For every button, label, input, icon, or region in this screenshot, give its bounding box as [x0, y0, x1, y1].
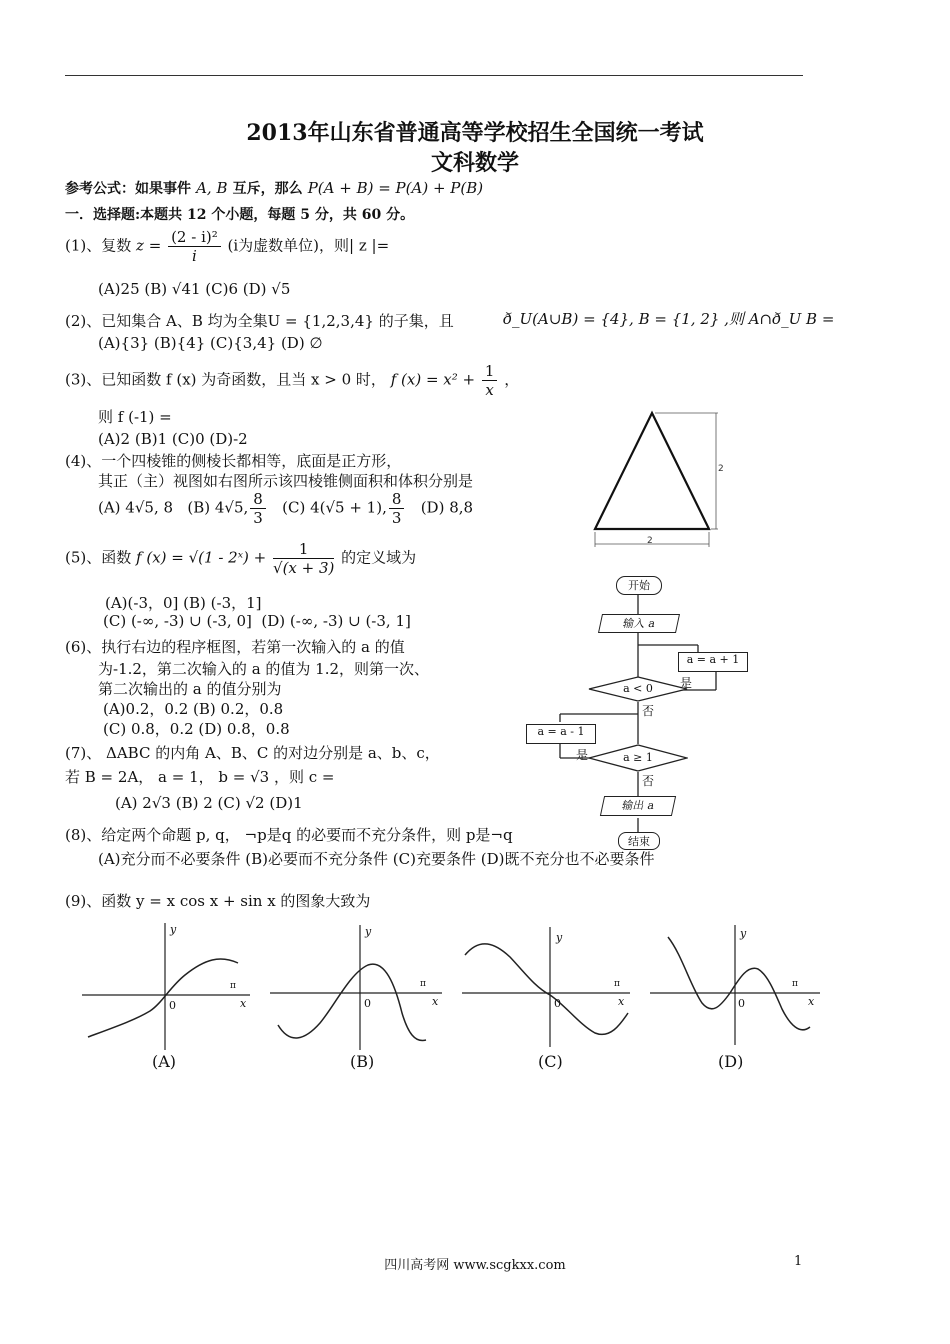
flow-end: 结束	[618, 832, 660, 850]
svg-text:y: y	[740, 927, 747, 940]
svg-text:0: 0	[169, 999, 176, 1012]
q3-options: (A)2 (B)1 (C)0 (D)-2	[98, 430, 248, 448]
q3-fraction: $\frac{1}{x}$	[482, 362, 498, 399]
question-2: (2)、已知集合 A、B 均为全集U = {1,2,3,4} 的子集，且	[65, 312, 454, 330]
svg-text:y: y	[170, 923, 177, 936]
svg-text:π: π	[420, 979, 426, 989]
flow-cond1-no: 否	[642, 704, 655, 718]
q8-options: (A)充分而不必要条件 (B)必要而不充分条件 (C)充要条件 (D)既不充分也不必要条件	[98, 850, 655, 868]
svg-text:π: π	[614, 979, 620, 989]
graph-a	[82, 923, 250, 1071]
pyramid-front-view	[585, 405, 725, 555]
svg-text:y: y	[556, 931, 563, 944]
question-7-line1: (7)、 ΔABC 的内角 A、B、C 的对边分别是 a、b、c，	[65, 744, 440, 762]
page-number: 1	[794, 1254, 803, 1269]
q3-ask: 则 f (-1) =	[98, 408, 172, 426]
header-rule	[65, 75, 803, 76]
triangle-outline	[595, 413, 709, 529]
question-4-line2: 其正（主）视图如右图所示该四棱锥侧面积和体积分别是	[98, 472, 474, 490]
q6-options-ab: (A)0.2，0.2 (B) 0.2，0.8	[103, 700, 284, 718]
graph-d	[650, 925, 820, 1071]
question-5: (5)、函数 f (x) = √(1 - 2ˣ) + $\frac{1}{√(x + 3)}$ 的定义域为	[65, 540, 417, 577]
question-7-line2: 若 B = 2A， a = 1， b = √3 ，则 c =	[65, 768, 335, 786]
q5-options-cd: (C) (-∞, -3) ∪ (-3, 0] (D) (-∞, -3) ∪ (-3, 1]	[103, 612, 411, 630]
graph-c	[462, 927, 630, 1071]
question-8: (8)、给定两个命题 p, q， ¬p是q 的必要而不充分条件，则 p是¬q	[65, 826, 513, 844]
flow-cond1-yes: 是	[680, 676, 693, 690]
flow-sub: a = a - 1	[526, 724, 596, 744]
svg-text:0: 0	[554, 997, 561, 1010]
reference-formula: 参考公式：如果事件 A, B 互斥，那么 P(A + B) = P(A) + P(B)	[65, 179, 484, 197]
svg-text:π: π	[792, 979, 798, 989]
page-title: 2013年山东省普通高等学校招生全国统一考试	[246, 120, 704, 146]
flow-cond2: a ≥ 1	[616, 746, 660, 770]
question-3: (3)、已知函数 f (x) 为奇函数，且当 x > 0 时， f (x) = x² + $\frac{1}{x}$ ，	[65, 362, 520, 399]
svg-text:x: x	[240, 997, 247, 1010]
height-label: 2	[718, 464, 724, 474]
question-6-line1: (6)、执行右边的程序框图，若第一次输入的 a 的值	[65, 638, 405, 656]
svg-text:0: 0	[364, 997, 371, 1010]
base-label: 2	[647, 536, 653, 546]
q1-fraction: $\frac{\text{(2 - i)²}}{i}$	[168, 228, 221, 265]
svg-text:x: x	[432, 995, 439, 1008]
flow-cond2-no: 否	[642, 774, 655, 788]
flow-input: 输入 a	[598, 614, 680, 633]
question-1: (1)、复数 z = $\frac{\text{(2 - i)²}}{i}$ (i为虚数单位)，则| z |=	[65, 228, 390, 265]
graph-b	[270, 925, 442, 1071]
flow-add: a = a + 1	[678, 652, 748, 672]
svg-text:y: y	[365, 925, 372, 938]
q2-options: (A){3} (B){4} (C){3,4} (D) ∅	[98, 334, 323, 352]
flow-cond1: a < 0	[616, 678, 660, 700]
section-heading: 一．选择题:本题共 12 个小题，每题 5 分，共 60 分。	[65, 207, 415, 223]
flow-cond2-yes: 是	[576, 748, 589, 762]
q7-options: (A) 2√3 (B) 2 (C) √2 (D)1	[115, 794, 303, 812]
svg-text:π: π	[230, 981, 236, 991]
svg-text:x: x	[618, 995, 625, 1008]
svg-text:(C): (C)	[538, 1052, 563, 1071]
q5-fraction: $\frac{1}{√(x + 3)}$	[273, 540, 335, 577]
page-subtitle: 文科数学	[430, 150, 519, 176]
question-6-line2: 为-1.2，第二次输入的 a 的值为 1.2，则第一次、	[98, 660, 430, 678]
q2-expression: ð_U(A∪B) = {4}, B = {1, 2} ,则 A∩ð_U B =	[503, 310, 835, 328]
q9-graphs	[70, 915, 830, 1075]
q5-options-ab: (A)(-3，0] (B) (-3，1]	[105, 594, 262, 612]
question-9: (9)、函数 y = x cos x + sin x 的图象大致为	[65, 892, 371, 910]
q6-options-cd: (C) 0.8，0.2 (D) 0.8，0.8	[103, 720, 290, 738]
footer-site: 四川高考网 www.scgkxx.com	[384, 1258, 566, 1273]
svg-text:(D): (D)	[718, 1052, 744, 1071]
flowchart	[520, 570, 760, 850]
flow-output: 输出 a	[600, 796, 676, 816]
svg-text:(A): (A)	[152, 1052, 177, 1071]
question-6-line3: 第二次输出的 a 的值分别为	[98, 680, 282, 698]
question-4-line1: (4)、一个四棱锥的侧棱长都相等，底面是正方形，	[65, 452, 402, 470]
svg-text:x: x	[808, 995, 815, 1008]
q4-options: (A) 4√5, 8 (B) 4√5, $\frac{8}{3}$ (C) 4(√5 + 1), $\frac{8}{3}$ (D) 8,8	[98, 490, 474, 527]
svg-text:0: 0	[738, 997, 745, 1010]
flow-start: 开始	[616, 576, 662, 595]
q1-options: (A)25 (B) √41 (C)6 (D) √5	[98, 280, 291, 298]
svg-text:(B): (B)	[350, 1052, 375, 1071]
